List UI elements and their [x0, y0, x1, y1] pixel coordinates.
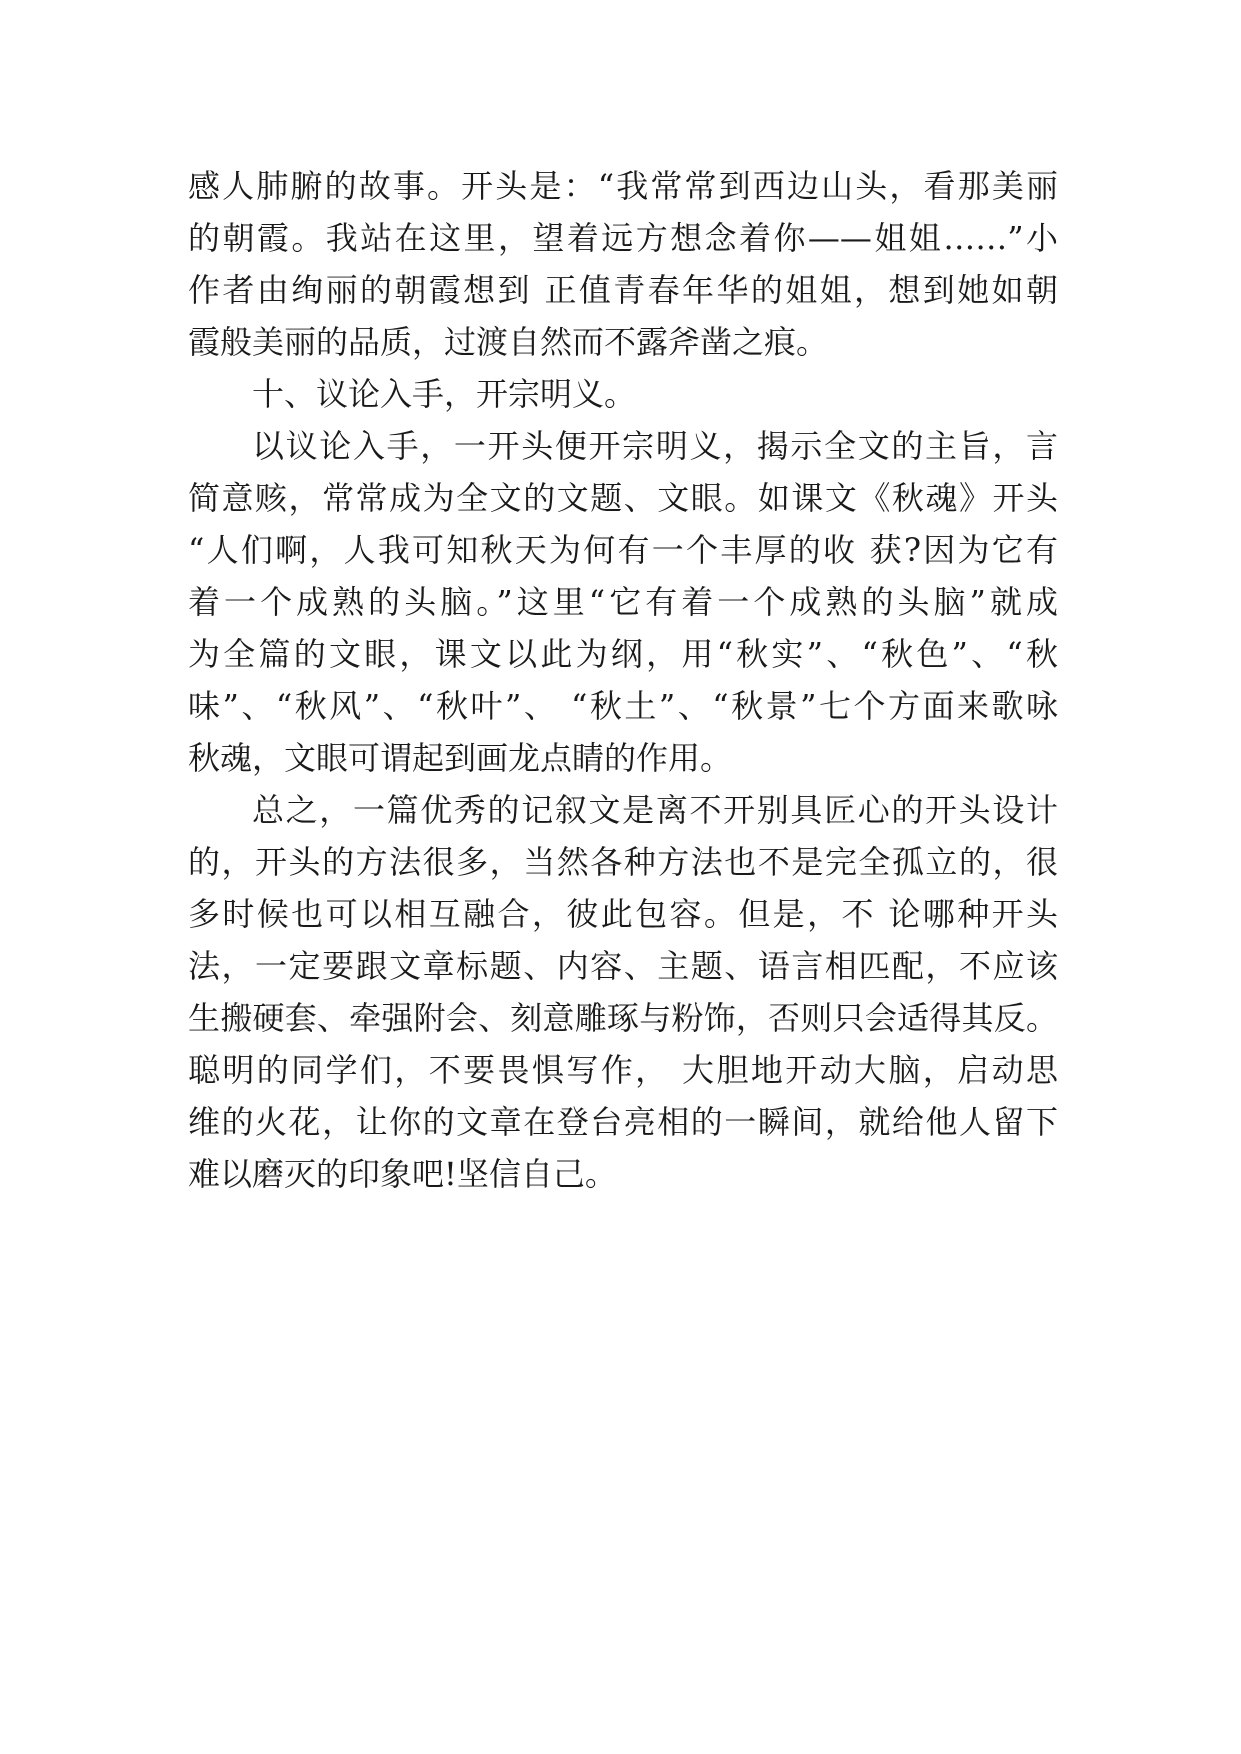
text-line: 维的火花，让你的文章在登台亮相的一瞬间，就给他人留下	[188, 1103, 1058, 1141]
text-line: 味”、“秋风”、“秋叶”、 “秋土”、“秋景”七个方面来歌咏	[188, 687, 1058, 725]
text-line: 为全篇的文眼，课文以此为纲，用“秋实”、“秋色”、“秋	[188, 635, 1058, 673]
text-line: 以议论入手，一开头便开宗明义，揭示全文的主旨，言	[252, 427, 1058, 465]
text-line: 作者由绚丽的朝霞想到 正值青春年华的姐姐，想到她如朝	[188, 271, 1058, 309]
text-line: 生搬硬套、牵强附会、刻意雕琢与粉饰，否则只会适得其反。	[188, 999, 1058, 1037]
section-heading: 十、议论入手，开宗明义。	[252, 375, 637, 413]
text-line: 难以磨灭的印象吧!坚信自己。	[188, 1155, 617, 1193]
text-line: 的，开头的方法很多，当然各种方法也不是完全孤立的，很	[188, 843, 1058, 881]
text-line: 的朝霞。我站在这里，望着远方想念着你——姐姐……”小	[188, 219, 1058, 257]
document-body	[188, 160, 1058, 1200]
text-line: 聪明的同学们，不要畏惧写作， 大胆地开动大脑，启动思	[188, 1051, 1058, 1089]
text-line: 霞般美丽的品质，过渡自然而不露斧凿之痕。	[188, 323, 829, 361]
text-line: “人们啊，人我可知秋天为何有一个丰厚的收 获?因为它有	[188, 531, 1058, 569]
text-line: 简意赅，常常成为全文的文题、文眼。如课文《秋魂》开头	[188, 479, 1058, 517]
text-line: 秋魂，文眼可谓起到画龙点睛的作用。	[188, 739, 733, 777]
text-line: 感人肺腑的故事。开头是：“我常常到西边山头，看那美丽	[188, 167, 1058, 205]
text-line: 总之，一篇优秀的记叙文是离不开别具匠心的开头设计	[252, 791, 1058, 829]
text-line: 法，一定要跟文章标题、内容、主题、语言相匹配，不应该	[188, 947, 1058, 985]
text-line: 着一个成熟的头脑。”这里“它有着一个成熟的头脑”就成	[188, 583, 1058, 621]
text-line: 多时候也可以相互融合，彼此包容。但是，不 论哪种开头	[188, 895, 1058, 933]
